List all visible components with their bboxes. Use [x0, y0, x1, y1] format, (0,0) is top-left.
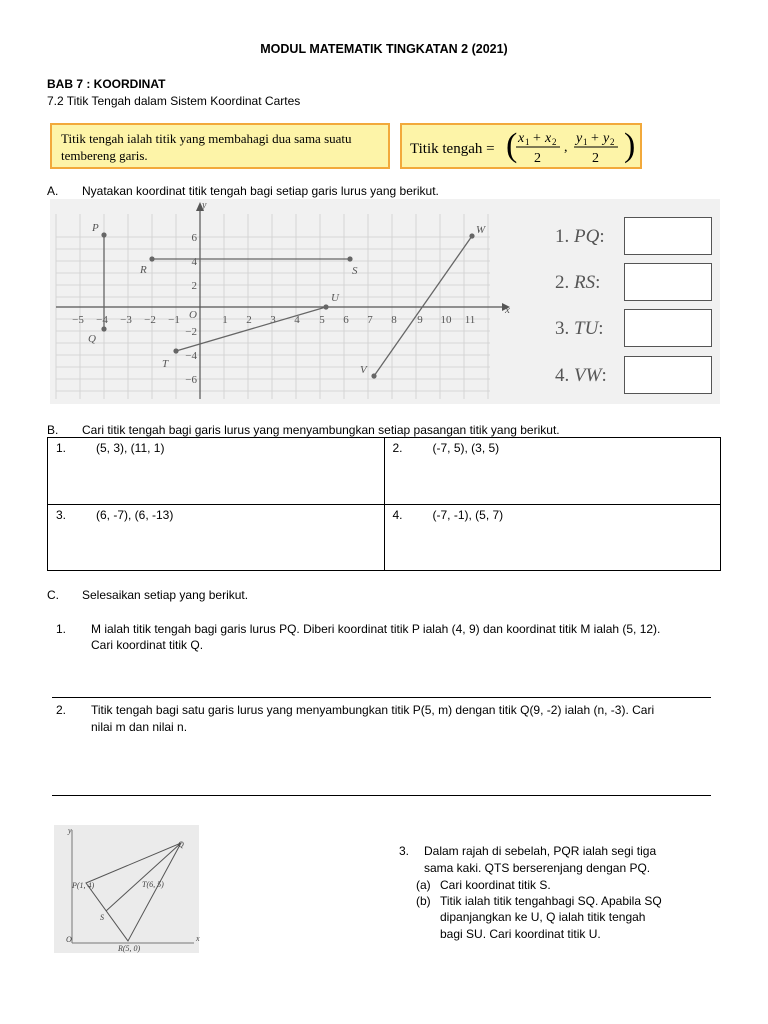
svg-text:T: T	[162, 358, 169, 370]
svg-text:R(5, 0): R(5, 0)	[118, 944, 141, 953]
svg-text:R: R	[140, 264, 147, 276]
svg-text:2: 2	[246, 314, 252, 326]
svg-text:,: ,	[564, 140, 568, 155]
svg-text:y: y	[202, 200, 207, 211]
svg-text:S: S	[352, 265, 358, 277]
svg-text:V: V	[360, 364, 367, 376]
svg-text:T(6, 5): T(6, 5)	[142, 880, 164, 889]
svg-text:y: y	[603, 131, 610, 146]
question-c3-num: 3.	[399, 844, 410, 858]
formula-label: Titik tengah =	[410, 141, 495, 157]
answer-box-a4[interactable]	[624, 356, 712, 394]
question-c3a-label: (a)	[416, 878, 431, 892]
svg-text:2: 2	[191, 280, 197, 292]
svg-text:y: y	[576, 131, 583, 146]
svg-text:−2: −2	[144, 314, 156, 326]
answer-box-a3[interactable]	[624, 309, 712, 347]
section-b-table	[47, 437, 721, 571]
question-c1-num: 1.	[56, 622, 67, 636]
question-a3: 3. TU:	[555, 318, 604, 339]
svg-text:6: 6	[191, 232, 197, 244]
question-c2-num: 2.	[56, 703, 67, 717]
question-a2: 2. RS:	[555, 272, 601, 293]
svg-text:): )	[624, 127, 636, 164]
svg-text:10: 10	[440, 314, 452, 326]
svg-text:U: U	[331, 292, 339, 304]
subchapter-heading: 7.2 Titik Tengah dalam Sistem Koordinat Cartes	[47, 94, 301, 108]
svg-text:Q: Q	[88, 333, 96, 345]
question-c3-line1: Dalam rajah di sebelah, PQR ialah segi tiga	[424, 844, 657, 858]
svg-text:9: 9	[417, 314, 423, 326]
svg-text:O: O	[66, 935, 72, 944]
definition-box	[50, 123, 390, 169]
question-c3-line2: sama kaki. QTS berserenjang dengan PQ.	[424, 861, 651, 875]
definition-text-line2: tembereng garis.	[61, 148, 148, 163]
svg-text:−3: −3	[120, 314, 132, 326]
svg-text:x: x	[196, 934, 200, 943]
svg-text:y: y	[68, 826, 72, 835]
question-a1: 1. PQ:	[555, 226, 605, 247]
question-c1-line2: Cari koordinat titik Q.	[91, 638, 204, 652]
svg-text:2: 2	[534, 151, 541, 166]
svg-text:2: 2	[592, 151, 599, 166]
section-b-letter: B.	[47, 423, 59, 437]
svg-text:S: S	[100, 913, 104, 922]
question-c2-line2: nilai m dan nilai n.	[91, 720, 188, 734]
question-a4: 4. VW:	[555, 365, 607, 386]
section-b-cell-1[interactable]: 1. (5, 3), (11, 1)	[48, 438, 385, 505]
svg-text:+: +	[533, 131, 541, 146]
svg-text:11: 11	[464, 314, 476, 326]
section-b-cell-3[interactable]: 3. (6, -7), (6, -13)	[48, 505, 385, 571]
section-a-figure	[50, 199, 720, 404]
svg-text:4: 4	[294, 314, 300, 326]
svg-text:−5: −5	[72, 314, 84, 326]
svg-text:O: O	[189, 309, 197, 321]
svg-text:−2: −2	[185, 326, 197, 338]
svg-text:7: 7	[367, 314, 373, 326]
svg-text:P: P	[92, 222, 99, 234]
section-a-instruction: Nyatakan koordinat titik tengah bagi setiap garis lurus yang berikut.	[82, 184, 439, 198]
svg-text:+: +	[591, 131, 599, 146]
svg-text:x: x	[505, 304, 510, 316]
svg-text:W: W	[476, 224, 486, 236]
svg-text:−4: −4	[96, 314, 108, 326]
svg-text:−6: −6	[185, 374, 197, 386]
answer-box-a1[interactable]	[624, 217, 712, 255]
triangle-diagram	[54, 825, 199, 953]
svg-text:2: 2	[610, 137, 615, 147]
coordinate-graph	[50, 199, 720, 404]
section-b-instruction: Cari titik tengah bagi garis lurus yang menyambungkan setiap pasangan titik yang berikut.	[82, 423, 560, 437]
section-a-letter: A.	[47, 184, 59, 198]
section-c-letter: C.	[47, 588, 59, 602]
svg-text:Q: Q	[178, 840, 184, 849]
svg-text:(: (	[506, 127, 518, 164]
svg-text:2: 2	[552, 137, 557, 147]
svg-text:−4: −4	[185, 350, 197, 362]
section-c-instruction: Selesaikan setiap yang berikut.	[82, 588, 249, 602]
chapter-heading: BAB 7 : KOORDINAT	[47, 77, 166, 91]
svg-text:P(1, 4): P(1, 4)	[72, 881, 95, 890]
section-b-cell-2[interactable]: 2. (-7, 5), (3, 5)	[384, 438, 721, 505]
formula-box	[400, 123, 642, 169]
midpoint-formula	[402, 125, 640, 167]
section-b-cell-4[interactable]: 4. (-7, -1), (5, 7)	[384, 505, 721, 571]
question-c1-line1: M ialah titik tengah bagi garis lurus PQ. Diberi koordinat titik P ialah (4, 9) dan koordinat titik M ialah (5, 12).	[91, 622, 661, 636]
answer-box-a2[interactable]	[624, 263, 712, 301]
svg-text:−1: −1	[168, 314, 180, 326]
definition-text-line1: Titik tengah ialah titik yang membahagi dua sama suatu	[61, 131, 352, 146]
question-c2-line1: Titik tengah bagi satu garis lurus yang menyambungkan titik P(5, m) dengan titik Q(9, -2) ialah (n, -3). Cari	[91, 703, 655, 717]
question-c3b-line1: Titik ialah titik tengahbagi SQ. Apabila SQ	[440, 894, 662, 908]
question-c3b-label: (b)	[416, 894, 431, 908]
question-c3b-line3: bagi SU. Cari koordinat titik U.	[440, 927, 601, 941]
svg-text:3: 3	[270, 314, 276, 326]
svg-text:1: 1	[222, 314, 228, 326]
svg-text:6: 6	[343, 314, 349, 326]
svg-text:8: 8	[391, 314, 397, 326]
separator-line-1	[52, 697, 711, 698]
svg-text:1: 1	[525, 137, 530, 147]
page-title: MODUL MATEMATIK TINGKATAN 2 (2021)	[260, 42, 508, 56]
question-c3a-text: Cari koordinat titik S.	[440, 878, 551, 892]
svg-text:1: 1	[583, 137, 588, 147]
svg-text:x: x	[518, 131, 525, 146]
svg-text:5: 5	[319, 314, 325, 326]
question-c3b-line2: dipanjangkan ke U, Q ialah titik tengah	[440, 910, 646, 924]
svg-text:x: x	[545, 131, 552, 146]
svg-text:4: 4	[191, 256, 197, 268]
separator-line-2	[52, 795, 711, 796]
